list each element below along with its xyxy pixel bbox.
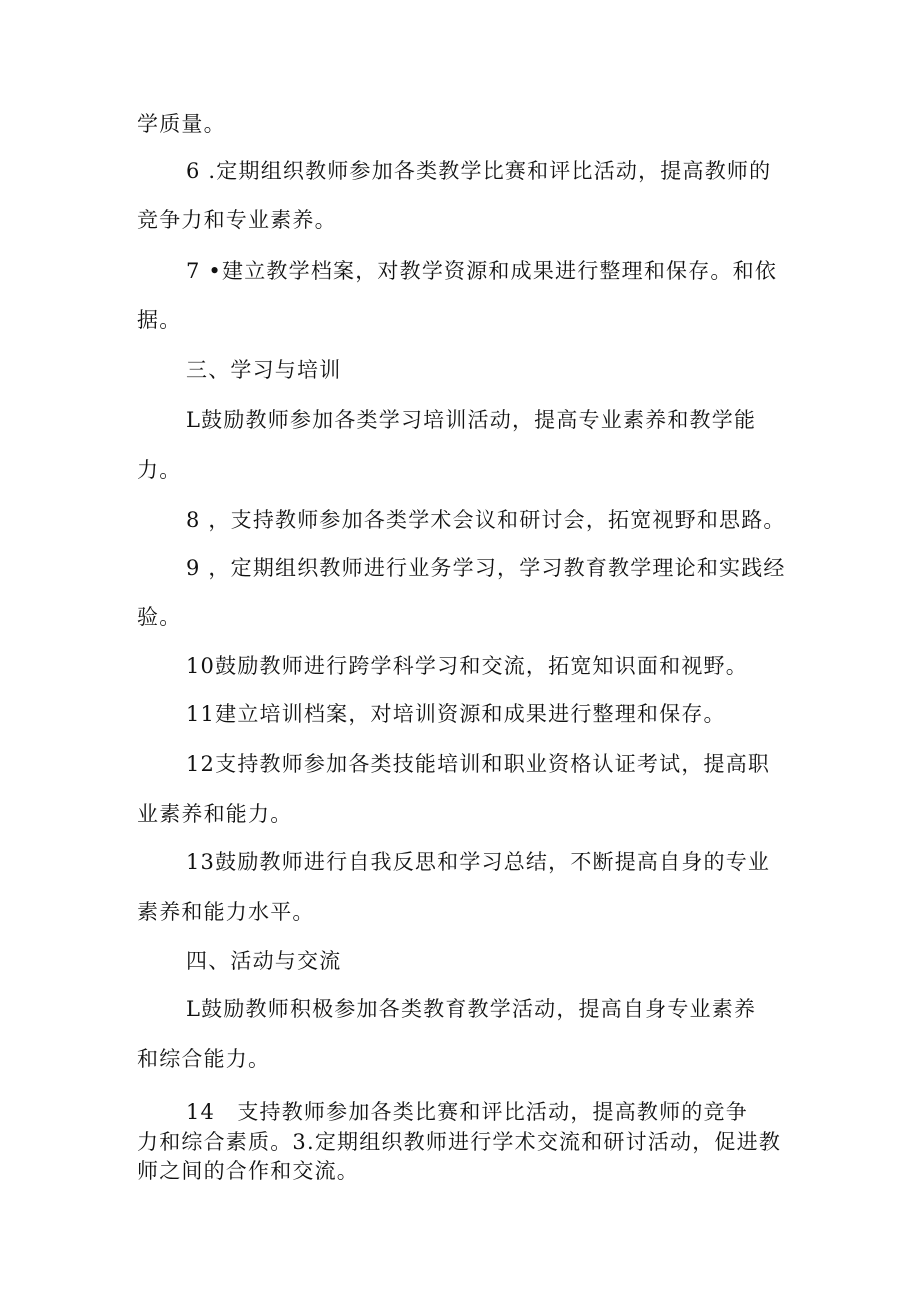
text-line: 10鼓励教师进行跨学科学习和交流，拓宽知识面和视野。 [186, 654, 748, 678]
text-line: 8 ，支持教师参加各类学术会议和研讨会，拓宽视野和思路。 [186, 508, 786, 532]
text-line: L鼓励教师参加各类学习培训活动，提高专业素养和教学能 [186, 408, 757, 432]
text-line: 11建立培训档案，对培训资源和成果进行整理和保存。 [186, 702, 726, 726]
text-line: 7 •建立教学档案，对教学资源和成果进行整理和保存。和依 [186, 259, 778, 283]
text-line: 和综合能力。 [137, 1047, 271, 1071]
text-line: 素养和能力水平。 [137, 900, 315, 924]
text-line: 13鼓励教师进行自我反思和学习总结，不断提高自身的专业 [186, 850, 771, 874]
section-heading: 四、活动与交流 [186, 949, 342, 973]
text-line: 6 .定期组织教师参加各类教学比赛和评比活动，提高教师的 [186, 159, 772, 183]
section-heading: 三、学习与培训 [186, 358, 342, 382]
text-line: 竞争力和专业素养。 [137, 208, 337, 232]
text-line: 师之间的合作和交流。 [137, 1159, 359, 1183]
text-line: 力和综合素质。3.定期组织教师进行学术交流和研讨活动，促进教 [137, 1130, 782, 1154]
text-line: 据。 [137, 308, 182, 332]
text-line: 14 支持教师参加各类比赛和评比活动，提高教师的竞争 [186, 1100, 748, 1124]
text-line: L鼓励教师积极参加各类教育教学活动，提高自身专业素养 [186, 997, 757, 1021]
text-line: 验。 [137, 605, 182, 629]
text-line: 12支持教师参加各类技能培训和职业资格认证考试，提高职 [186, 752, 771, 776]
text-line: 9 ，定期组织教师进行业务学习，学习教育教学理论和实践经 [186, 556, 786, 580]
text-line: 力。 [137, 458, 182, 482]
text-line: 业素养和能力。 [137, 802, 293, 826]
text-line: 学质量。 [137, 112, 226, 136]
